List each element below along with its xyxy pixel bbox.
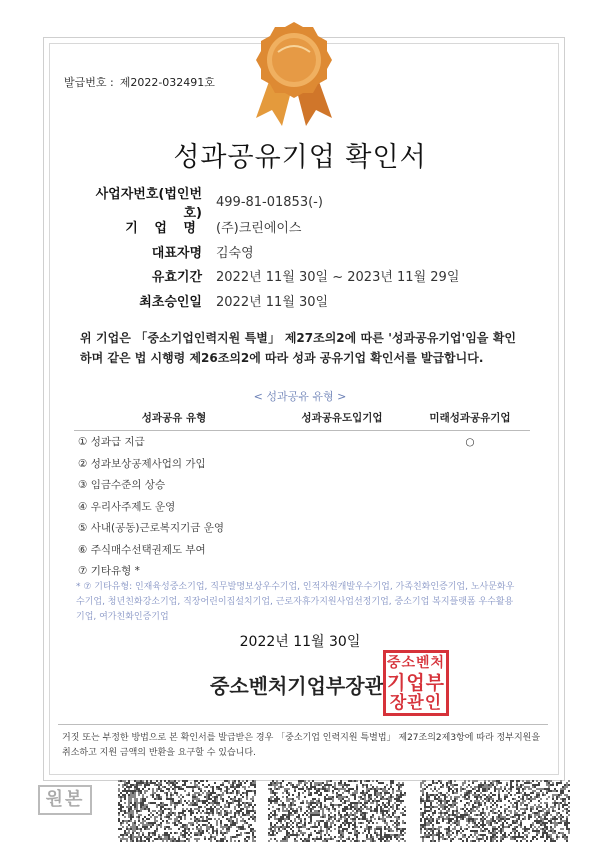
section-heading: < 성과공유 유형 > [253,390,347,403]
company-info [86,187,526,313]
row-type: ⑦ 기타유형 * [78,565,140,578]
header-type: 성과공유 유형 [141,412,207,424]
issue-number [64,74,215,90]
legal-notice: 거짓 또는 부정한 방법으로 본 확인서를 발급받은 경우 「중소기업 인력지원 특별법」 제27조의2제3항에 따라 정부지원을 취소하고 지원 금액의 반환을 요구할 수 있습니다. [62,733,541,758]
medal-icon [244,18,344,130]
row-type: ⑤ 사내(공동)근로복지기금 운영 [78,522,224,535]
barcode-3 [420,780,570,842]
table-row [74,474,530,496]
seal-line: 중소벤처 [386,655,446,671]
info-row-business-number [86,187,526,222]
barcode-2 [268,780,406,842]
issue-number-label: 발급번호 : [64,76,114,89]
info-value: (주)크린에이스 [216,221,302,237]
header-future: 미래성과공유기업 [429,412,511,424]
info-label: 유효기간 [151,270,202,286]
info-row-representative [86,239,526,264]
info-value: 김숙영 [216,245,254,261]
info-row-first-approval [86,288,526,313]
info-row-company-name [86,215,526,240]
row-future: ○ [465,435,475,448]
info-label: 사업자번호(법인번호) [95,187,202,222]
row-type: ③ 임금수준의 상승 [78,479,166,492]
seal-line: 기업부 [386,672,446,694]
certification-statement: 위 기업은 「중소기업인력지원 특별」 제27조의2에 따른 '성과공유기업'임을 확인하며 같은 법 시행령 제26조의2에 따라 성과 공유기업 확인서를 발급합니다. [80,331,516,365]
info-label: 최초승인일 [139,294,202,310]
barcode-1 [118,780,256,842]
table-row [74,453,530,475]
info-label: 기 업 명 [125,221,202,237]
table-header [74,410,530,431]
table-row [74,431,530,453]
table-row [74,517,530,539]
header-adopted: 성과공유도입기업 [301,412,383,424]
footer-divider [58,724,548,725]
issuer-name: 중소벤처기업부장관 [210,674,384,698]
table-row [74,560,530,582]
sharing-type-table [74,410,530,582]
info-value: 2022년 11월 30일 ~ 2023년 11월 29일 [216,270,460,286]
table-row [74,496,530,518]
info-value: 499-81-01853(-) [216,194,323,210]
other-type-note: * ⑦ 기타유형: 인재육성중소기업, 직무발명보상우수기업, 인적자원개발우수기업, 가족친화인증기업, 노사문화우수기업, 청년친화강소기업, 직장어린이집설치기업, 근로자휴가지원사업선정기업, 중소기업 복지플랫폼 우수활용기업, 여가친화인증기업 [76,582,515,622]
row-type: ② 성과보상공제사업의 가입 [78,457,206,470]
table-row [74,539,530,561]
info-value: 2022년 11월 30일 [216,294,329,310]
row-type: ① 성과급 지급 [78,436,145,449]
info-label: 대표자명 [151,245,202,261]
issue-number-value: 제2022-032491호 [119,76,215,89]
original-stamp: 원본 [38,785,92,815]
row-type: ⑥ 주식매수선택권제도 부여 [78,543,206,556]
seal-line: 장관인 [389,693,443,713]
info-row-validity [86,264,526,289]
issue-date: 2022년 11월 30일 [239,634,361,650]
row-type: ④ 우리사주제도 운영 [78,500,176,513]
document-title: 성과공유기업 확인서 [173,142,427,173]
official-seal [383,650,449,716]
